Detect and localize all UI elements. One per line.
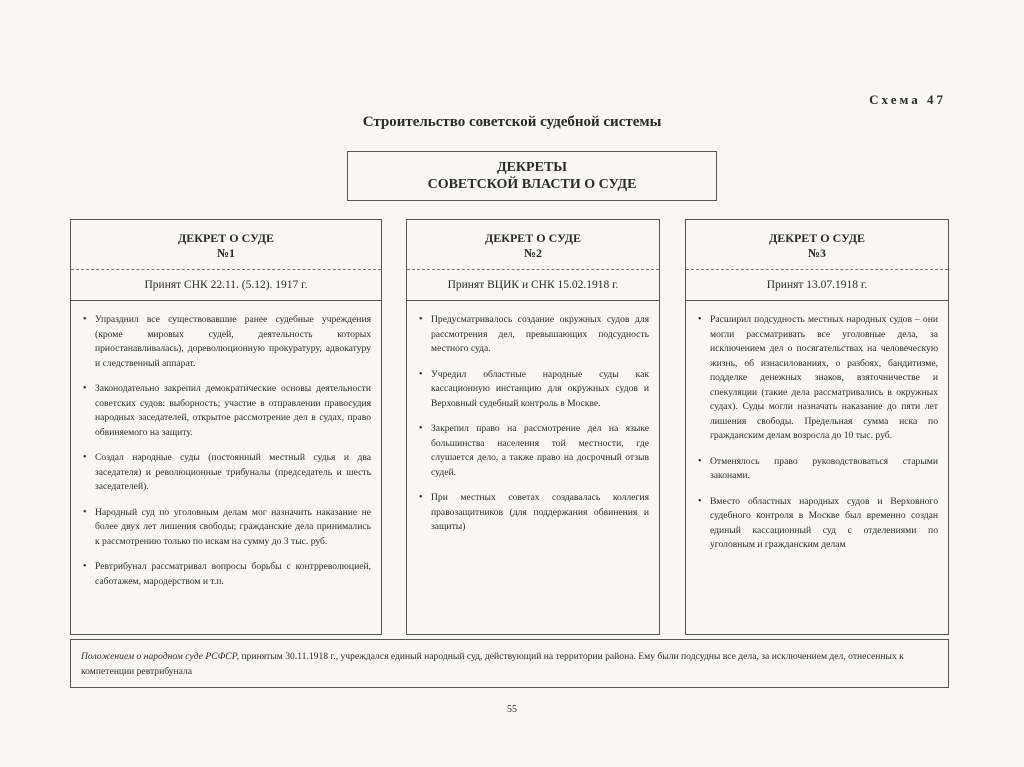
decree-3-items bbox=[686, 301, 948, 553]
decree-3-number: №3 bbox=[807, 246, 827, 260]
list-item: • Предусматривалось создание окружных судов для рассмотрения дел, превышающих подсудность местного суда. bbox=[419, 313, 649, 357]
decree-2-title: ДЕКРЕТ О СУДЕ bbox=[485, 231, 581, 245]
decree-1-title: ДЕКРЕТ О СУДЕ bbox=[178, 231, 274, 245]
decree-1-column bbox=[70, 219, 382, 635]
list-item: • Вместо областных народных судов и Верховного судебного контроля в Москве был временно создан единый кассационный суд с отделениями по уголовным и гражданским делам bbox=[698, 495, 938, 553]
list-item: • Расширил подсудность местных народных судов – они могли рассматривать все уголовные дела, за исключением дел о посягательствах на человеческую жизнь, об изнасилованиях, о разбоях, бандитизме, подделке денежных знаков, взяточничестве и спекуляции (такие дела рассматривались в окружных судах). Суды могли назначать наказание до пяти лет лишения свободы. Предельная сумма иска по гражданским делам возросла до 10 тыс. руб. bbox=[698, 313, 938, 444]
decree-2-items bbox=[407, 301, 659, 535]
list-item: • Отменялось право руководствоваться старыми законами. bbox=[698, 455, 938, 484]
list-item: • Закрепил право на рассмотрение дел на языке большинства населения той местности, где слушается дело, а также право на досрочный отзыв судей. bbox=[419, 422, 649, 480]
decrees-header-line-1: ДЕКРЕТЫ bbox=[496, 160, 568, 175]
list-item: • Создал народные суды (постоянный местный судья и два заседателя) и революционные трибуналы (председатель и шесть заседателей). bbox=[83, 451, 371, 495]
decree-1-number: №1 bbox=[216, 246, 236, 260]
list-item: • Ревтрибунал рассматривал вопросы борьбы с контрреволюцией, саботажем, мародерством и т.п. bbox=[83, 560, 371, 589]
decree-1-header bbox=[71, 220, 381, 270]
decree-1-adopted: Принят СНК 22.11. (5.12). 1917 г. bbox=[71, 270, 381, 301]
regulation-note-text: принятым 30.11.1918 г., учреждался единый народный суд, действующий на территории района. Ему были подсудны все дела, за исключением дел, отнесенных к компетенции ревтрибунала bbox=[81, 651, 904, 677]
decree-3-adopted: Принят 13.07.1918 г. bbox=[686, 270, 948, 301]
list-item: • Учредил областные народные суды как кассационную инстанцию для окружных судов и Верховный судебный контроль в Москве. bbox=[419, 368, 649, 412]
regulation-note-box bbox=[70, 639, 949, 688]
list-item: • При местных советах создавалась коллегия правозащитников (для поддержания обвинения и защиты) bbox=[419, 491, 649, 535]
decrees-header-line-2: СОВЕТСКОЙ ВЛАСТИ О СУДЕ bbox=[427, 177, 637, 192]
decree-2-adopted: Принят ВЦИК и СНК 15.02.1918 г. bbox=[407, 270, 659, 301]
page-title: Строительство советской судебной системы bbox=[362, 114, 662, 130]
decree-2-number: №2 bbox=[523, 246, 543, 260]
regulation-note-italic: Положением о народном суде РСФСР, bbox=[81, 651, 240, 662]
list-item: • Народный суд по уголовным делам мог назначить наказание не более двух лет лишения свободы; гражданские дела принимались к рассмотрению только по искам на сумму до 3 тыс. руб. bbox=[83, 506, 371, 550]
decree-3-header bbox=[686, 220, 948, 270]
page-number: 55 bbox=[507, 704, 517, 715]
decree-2-header bbox=[407, 220, 659, 270]
decree-1-items bbox=[71, 301, 381, 589]
scheme-label: Схема 47 bbox=[869, 92, 946, 107]
decrees-header-box bbox=[347, 151, 717, 201]
list-item: • Законодательно закрепил демократические основы деятельности советских судов: выборность; участие в отправлении правосудия народных заседателей, открытое рассмотрение дел в судах, право обвиняемого на защиту. bbox=[83, 382, 371, 440]
list-item: • Упразднил все существовавшие ранее судебные учреждения (кроме мировых судей, деятельность которых приостанавливалась), дореволюционную прокуратуру, адвокатуру и следственный аппарат. bbox=[83, 313, 371, 371]
decree-2-column bbox=[406, 219, 660, 635]
decree-3-title: ДЕКРЕТ О СУДЕ bbox=[769, 231, 865, 245]
decree-3-column bbox=[685, 219, 949, 635]
